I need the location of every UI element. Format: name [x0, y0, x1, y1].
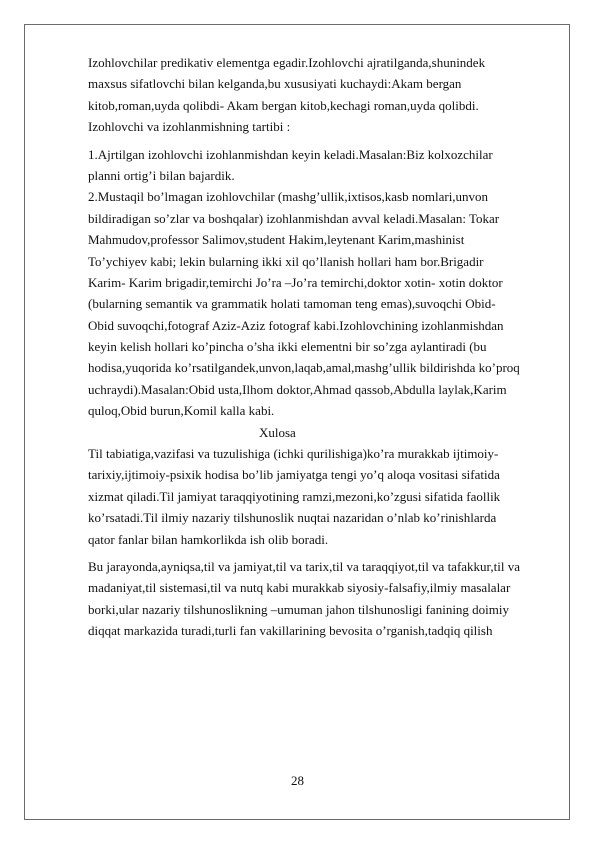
text-line: maxsus sifatlovchi bilan kelganda,bu xususiyati kuchaydi:Akam bergan [88, 76, 462, 92]
text-line: Obid suvoqchi,fotograf Aziz-Aziz fotograf kabi.Izohlovchining izohlanmishdan [88, 317, 504, 333]
text-line: planni ortig’i bilan bajardik. [88, 167, 235, 183]
text-line: 2.Mustaqil bo’lmagan izohlovchilar (mashg’ullik,ixtisos,kasb nomlari,unvon [88, 189, 489, 205]
text-line: (bularning semantik va grammatik holati tamoman teng emas),suvoqchi Obid- [88, 296, 496, 312]
paragraph-intro [88, 52, 548, 138]
text-line: borki,ular nazariy tilshunoslikning –umuman jahon tilshunosligi fanining doimiy [88, 601, 510, 617]
text-line: Mahmudov,professor Salimov,student Hakim,leytenant Karim,mashinist [88, 232, 465, 248]
paragraph-conclusion-1 [88, 443, 548, 550]
text-line: bildiradigan so’zlar va boshqalar) izohlanmishdan avval keladi.Masalan: Tokar [88, 210, 500, 226]
section-heading: Xulosa [259, 424, 296, 440]
text-line: Karim- Karim brigadir,temirchi Jo’ra –Jo’ra temirchi,doktor xotin- xotin doktor [88, 274, 503, 290]
text-line: kitob,roman,uyda qolibdi- Akam bergan kitob,kechagi roman,uyda qolibdi. [88, 97, 479, 113]
text-line: 1.Ajrtilgan izohlovchi izohlanmishdan keyin keladi.Masalan:Biz kolxozchilar [88, 146, 493, 162]
text-line: ko’rsatadi.Til ilmiy nazariy tilshunoslik nuqtai nazaridan o’nlab ko’rinishlarda [88, 510, 497, 526]
text-line: madaniyat,til sistemasi,til va nutq kabi murakkab siyosiy-falsafiy,ilmiy masalalar [88, 580, 511, 596]
text-line: Izohlovchi va izohlanmishning tartibi : [88, 119, 291, 135]
text-line: diqqat markazida turadi,turli fan vakillarining bevosita o’rganish,tadqiq qilish [88, 623, 493, 639]
paragraph-conclusion-2 [88, 556, 548, 642]
text-line: keyin kelish hollari ko’pincha o’sha ikki elementni bir so’zga aylantiradi (bu [88, 339, 487, 355]
text-line: To’ychiyev kabi; lekin bularning ikki xil qo’llanish hollari ham bor.Brigadir [88, 253, 484, 269]
text-line: uchraydi).Masalan:Obid usta,Ilhom doktor,Ahmad qassob,Abdulla laylak,Karim [88, 381, 507, 397]
text-line: xizmat qiladi.Til jamiyat taraqqiyotining ramzi,mezoni,ko’zgusi sifatida faollik [88, 488, 501, 504]
page-number: 28 [291, 773, 304, 788]
text-line: hodisa,yuqorida ko’rsatilgandek,unvon,laqab,amal,mashg’ullik bildirishda ko’proq [88, 360, 520, 376]
text-line: qator fanlar bilan hamkorlikda ish olib boradi. [88, 531, 329, 547]
text-line: Izohlovchilar predikativ elementga egadir.Izohlovchi ajratilganda,shunindek [88, 55, 486, 70]
text-line: Bu jarayonda,ayniqsa,til va jamiyat,til va tarix,til va taraqqiyot,til va tafakkur,til va [88, 558, 520, 574]
text-line: quloq,Obid burun,Komil kalla kabi. [88, 403, 275, 419]
text-line: Til tabiatiga,vazifasi va tuzulishiga (ichki qurilishiga)ko’ra murakkab ijtimoiy- [88, 446, 499, 462]
document-body [88, 52, 548, 642]
paragraph-order-rules [88, 144, 548, 422]
text-line: tarixiy,ijtimoiy-psixik hodisa bo’lib jamiyatga tengi yo’q aloqa vositasi sifatida [88, 467, 500, 483]
